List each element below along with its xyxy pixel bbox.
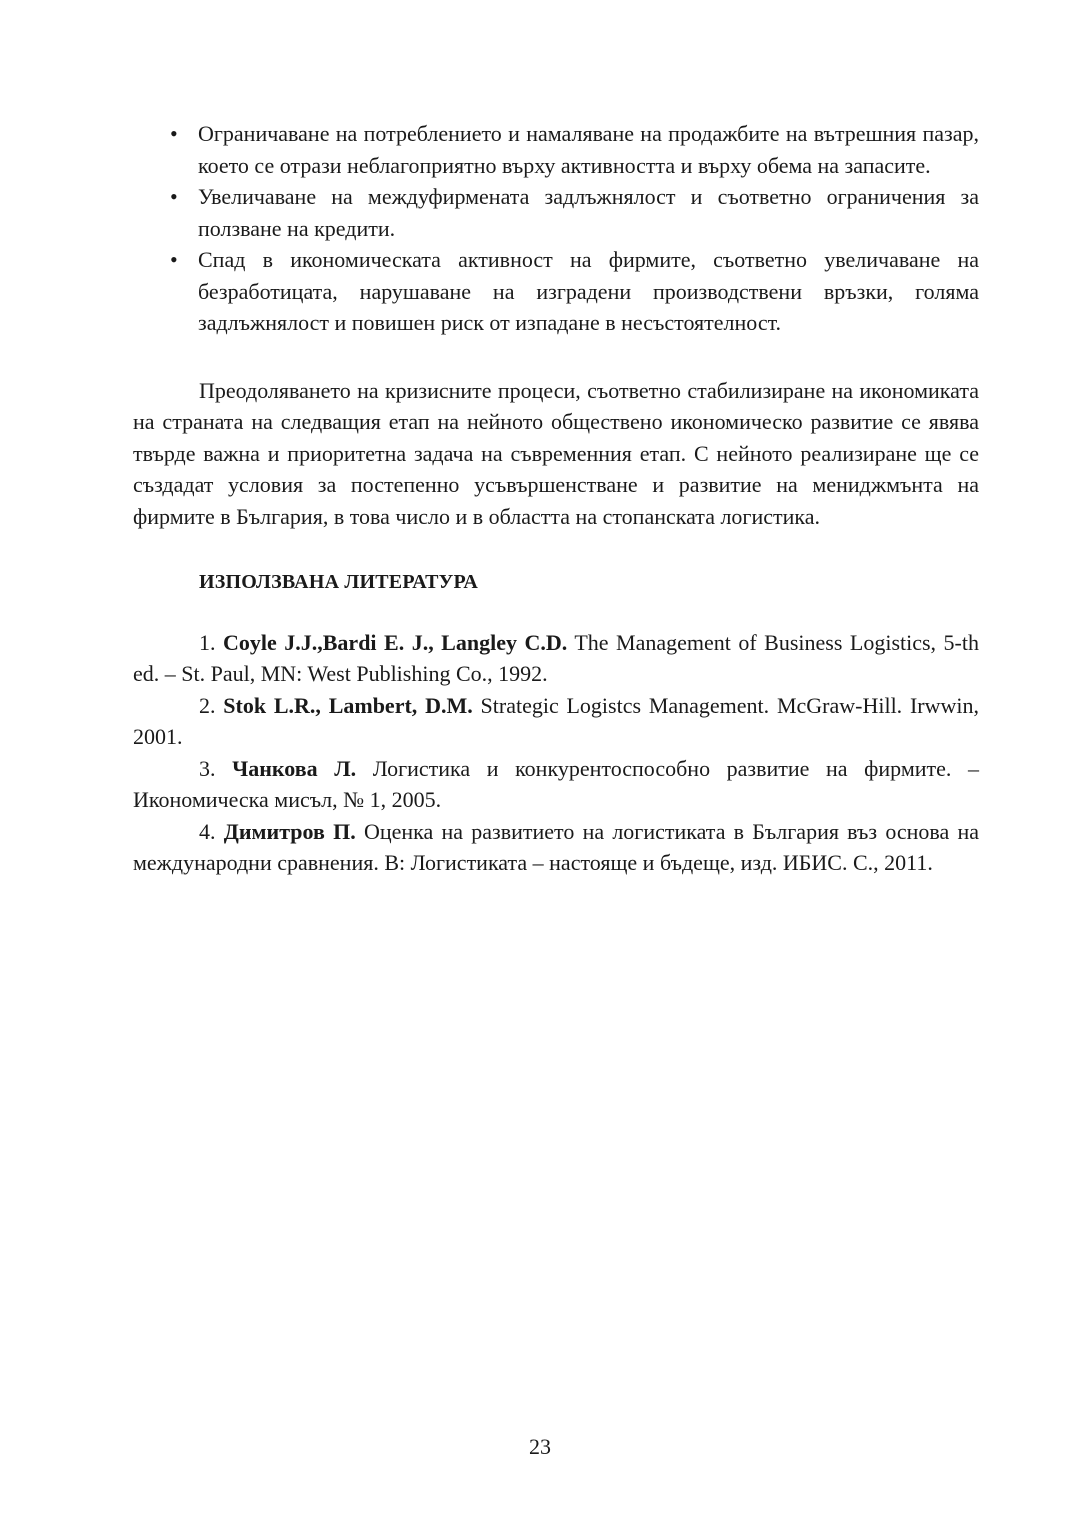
reference-text: Логистика и конкурентоспособно развитие на фирмите. – Икономическа мисъл, № 1, 2005. <box>133 755 980 812</box>
bullet-item: • Увеличаване на междуфирмената задлъжнялост и съответно ограничения за ползване на кредити. <box>133 181 979 244</box>
bullet-item: • Спад в икономическата активност на фирмите, съответно увеличаване на безработицата, нарушаване на изградени производствени връзки, голяма задлъжнялост и повишен риск от изпадане в несъстоятелност. <box>133 244 979 339</box>
reference-item <box>133 627 979 690</box>
reference-item <box>133 690 979 753</box>
references-heading: ИЗПОЛЗВАНА ЛИТЕРАТУРА <box>199 571 479 593</box>
reference-authors: Димитров П. <box>223 818 356 844</box>
bullet-item: • Ограничаване на потреблението и намаляване на продажбите на вътрешния пазар, което се отрази неблагоприятно върху активността и върху обема на запасите. <box>133 118 979 181</box>
reference-item <box>133 816 979 879</box>
references-list <box>133 627 979 879</box>
reference-text: Strategic Logistcs Management. McGraw-Hill. Irwwin, 2001. <box>133 692 980 749</box>
page-body <box>133 118 979 879</box>
reference-text: Оценка на развитието на логистиката в България въз основа на международни сравнения. В: Логистиката – настояще и бъдеще, изд. ИБИС. С., 2011. <box>133 818 980 875</box>
body-paragraph: Преодоляването на кризисните процеси, съответно стабилизиране на икономиката на страната на следващия етап на нейното обществено икономическо развитие се явява твърде важна и приоритетна задача на съвременния етап. С нейното реализиране ще се създадат условия за постепенно усъвършенстване и развитие на мениджмънта на фирмите в България, в това число и в областта на стопанската логистика. <box>133 377 979 529</box>
bullet-list <box>133 118 979 339</box>
reference-text: The Management of Business Logistics, 5-th ed. – St. Paul, MN: West Publishing Co., 1992. <box>133 629 979 686</box>
reference-authors: Coyle J.J.,Bardi E. J., Langley C.D. <box>223 629 568 655</box>
reference-authors: Чанкова Л. <box>232 755 357 781</box>
reference-number: 2. <box>199 692 216 718</box>
reference-number: 1. <box>199 629 216 655</box>
reference-number: 3. <box>199 755 216 781</box>
page-number: 23 <box>529 1434 551 1459</box>
reference-authors: Stok L.R., Lambert, D.M. <box>223 692 473 718</box>
reference-number: 4. <box>199 818 216 844</box>
reference-item <box>133 753 979 816</box>
